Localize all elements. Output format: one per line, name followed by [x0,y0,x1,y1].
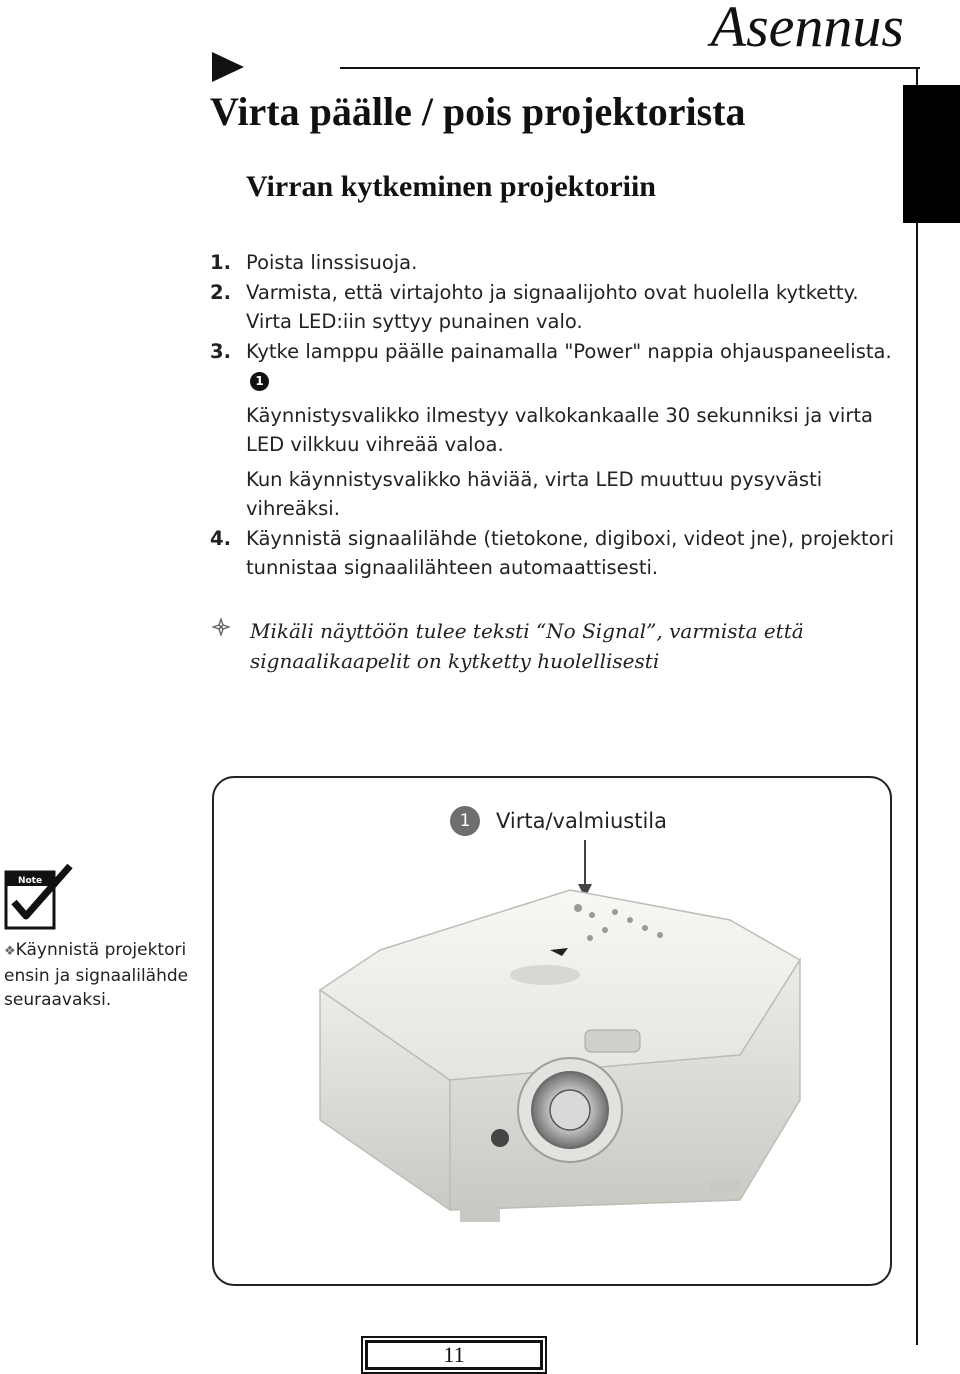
steps-list [210,248,900,583]
projector-illustration [300,880,820,1250]
callout-one-icon: 1 [250,372,269,391]
frame-top-rule [340,67,920,69]
figure-callout [450,806,667,836]
step-item [210,524,900,583]
step-item [210,278,900,337]
step-text: Kytke lamppu päälle painamalla "Power" nappia ohjauspaneelista. [246,339,892,363]
note-icon-label: Note [17,876,43,886]
step-item [210,248,900,278]
chapter-tab [903,85,960,223]
step-paragraph: Kun käynnistysvalikko häviää, virta LED muuttuu pysyvästi vihreäksi. [246,467,823,520]
step-number: 3. [210,339,231,363]
note-text-block [4,938,209,1012]
step-body [246,337,900,524]
step-text: Käynnistä signaalilähde (tietokone, digiboxi, videot jne), projektori tunnistaa signaalilähteen automaattisesti. [246,526,895,579]
note-text: Käynnistä projektori ensin ja signaalilähde seuraavaksi. [4,940,189,1010]
step-number: 2. [210,280,231,304]
step-paragraph: Käynnistysvalikko ilmestyy valkokankaalle 30 sekunniksi ja virta LED vilkkuu vihreää valoa. [246,403,873,456]
step-text: Poista linssisuoja. [246,251,418,274]
callout-number: 1 [450,806,480,836]
step-item [210,337,900,524]
diamond-bullet-icon: ❖ [4,944,16,959]
step-number: 4. [210,526,231,550]
tip-block [212,616,902,676]
step-text: Varmista, että virtajohto ja signaalijohto ovat huolella kytketty. Virta LED:iin syttyy punainen valo. [246,280,859,333]
section-title: Asennus [710,0,904,59]
page-number: 11 [365,1340,543,1370]
diamond-bullet-icon [212,616,250,676]
triangle-arrow-icon [212,52,244,82]
note-check-icon [4,862,74,932]
page-subheading: Virran kytkeminen projektoriin [246,170,656,203]
tip-text: Mikäli näyttöön tulee teksti “No Signal”, varmista että signaalikaapelit on kytketty huolellisesti [250,619,804,673]
page-number-box [361,1336,547,1374]
page-heading: Virta päälle / pois projektorista [210,89,746,134]
callout-label: Virta/valmiustila [496,809,667,833]
step-number: 1. [210,251,231,274]
frame-right-rule [916,67,918,1345]
